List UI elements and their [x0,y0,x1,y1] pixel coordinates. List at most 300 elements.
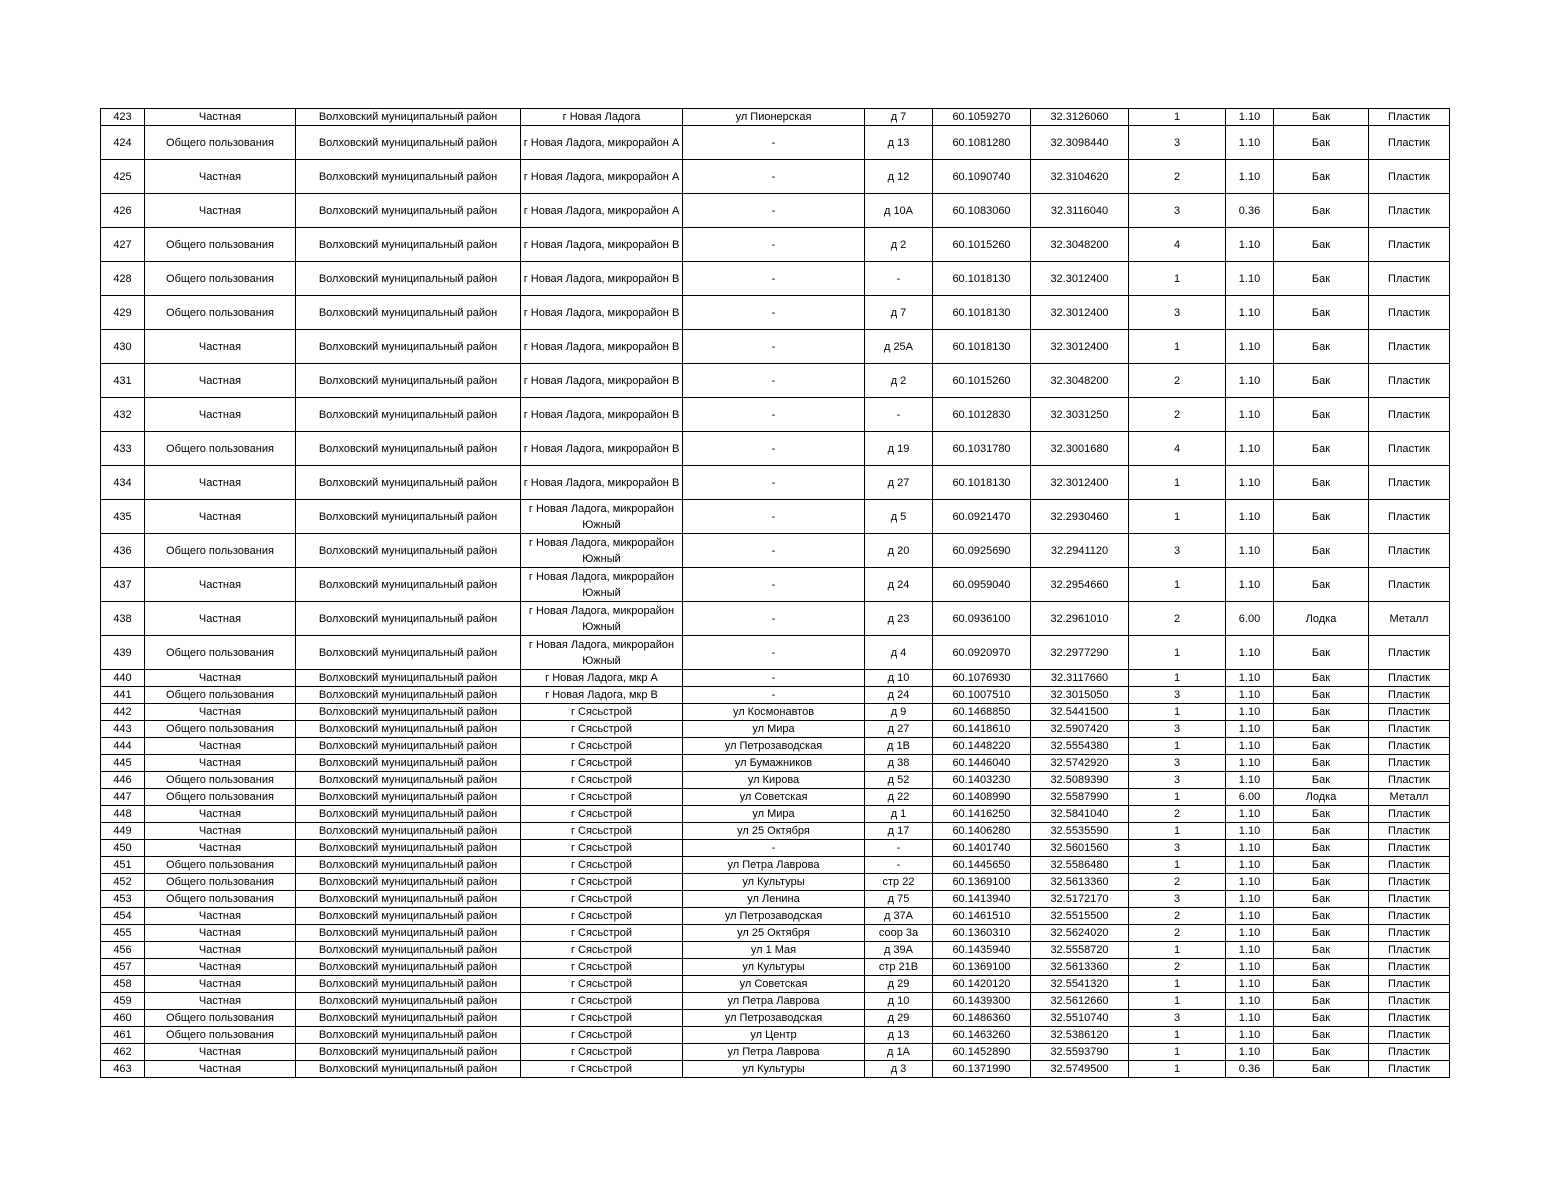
material-cell: Пластик [1369,1061,1450,1078]
container-type-cell: Бак [1274,534,1369,568]
street-cell: - [683,466,865,500]
container-count-cell: 1 [1129,568,1226,602]
row-number-cell: 456 [101,942,145,959]
container-type-cell: Бак [1274,296,1369,330]
settlement-cell: г Сясьстрой [521,755,683,772]
settlement-cell: г Новая Ладога, микрорайон В [521,398,683,432]
container-type-cell: Бак [1274,109,1369,126]
row-number-cell: 442 [101,704,145,721]
volume-cell: 1.10 [1226,738,1274,755]
table-row [101,806,1450,823]
street-cell: ул 25 Октября [683,925,865,942]
row-number-cell: 431 [101,364,145,398]
house-cell: д 23 [865,602,933,636]
longitude-cell: 32.3001680 [1031,432,1129,466]
district-cell: Волховский муниципальный район [296,789,521,806]
container-count-cell: 2 [1129,398,1226,432]
ownership-cell: Общего пользования [145,891,296,908]
longitude-cell: 32.2941120 [1031,534,1129,568]
district-cell: Волховский муниципальный район [296,704,521,721]
latitude-cell: 60.1463260 [933,1027,1031,1044]
container-type-cell: Бак [1274,840,1369,857]
settlement-cell: г Новая Ладога, мкр В [521,687,683,704]
table-row [101,228,1450,262]
container-count-cell: 3 [1129,840,1226,857]
table-row [101,823,1450,840]
district-cell: Волховский муниципальный район [296,432,521,466]
table-row [101,857,1450,874]
latitude-cell: 60.1083060 [933,194,1031,228]
volume-cell: 1.10 [1226,823,1274,840]
material-cell: Пластик [1369,194,1450,228]
settlement-cell: г Сясьстрой [521,891,683,908]
table-row [101,466,1450,500]
ownership-cell: Частная [145,942,296,959]
volume-cell: 1.10 [1226,1027,1274,1044]
house-cell: д 24 [865,568,933,602]
ownership-cell: Общего пользования [145,687,296,704]
street-cell: - [683,534,865,568]
ownership-cell: Общего пользования [145,296,296,330]
container-type-cell: Бак [1274,364,1369,398]
container-type-cell: Бак [1274,1027,1369,1044]
volume-cell: 1.10 [1226,466,1274,500]
district-cell: Волховский муниципальный район [296,568,521,602]
table-row [101,602,1450,636]
street-cell: ул Мира [683,806,865,823]
latitude-cell: 60.1468850 [933,704,1031,721]
district-cell: Волховский муниципальный район [296,755,521,772]
container-type-cell: Бак [1274,874,1369,891]
district-cell: Волховский муниципальный район [296,228,521,262]
latitude-cell: 60.1015260 [933,228,1031,262]
container-count-cell: 3 [1129,126,1226,160]
district-cell: Волховский муниципальный район [296,840,521,857]
table-row [101,1010,1450,1027]
container-count-cell: 2 [1129,602,1226,636]
volume-cell: 1.10 [1226,330,1274,364]
material-cell: Пластик [1369,874,1450,891]
material-cell: Пластик [1369,687,1450,704]
container-type-cell: Бак [1274,908,1369,925]
ownership-cell: Общего пользования [145,432,296,466]
latitude-cell: 60.1007510 [933,687,1031,704]
house-cell: д 7 [865,296,933,330]
street-cell: ул Культуры [683,959,865,976]
latitude-cell: 60.0925690 [933,534,1031,568]
settlement-cell: г Сясьстрой [521,738,683,755]
latitude-cell: 60.1446040 [933,755,1031,772]
latitude-cell: 60.1076930 [933,670,1031,687]
settlement-cell: г Новая Ладога, микрорайон В [521,330,683,364]
container-count-cell: 1 [1129,942,1226,959]
volume-cell: 1.10 [1226,840,1274,857]
ownership-cell: Частная [145,160,296,194]
latitude-cell: 60.1081280 [933,126,1031,160]
street-cell: ул Советская [683,976,865,993]
district-cell: Волховский муниципальный район [296,109,521,126]
container-count-cell: 1 [1129,976,1226,993]
row-number-cell: 462 [101,1044,145,1061]
table-row [101,126,1450,160]
container-type-cell: Бак [1274,806,1369,823]
material-cell: Пластик [1369,330,1450,364]
longitude-cell: 32.5535590 [1031,823,1129,840]
volume-cell: 1.10 [1226,432,1274,466]
longitude-cell: 32.5749500 [1031,1061,1129,1078]
street-cell: ул Советская [683,789,865,806]
district-cell: Волховский муниципальный район [296,534,521,568]
longitude-cell: 32.3012400 [1031,330,1129,364]
volume-cell: 1.10 [1226,364,1274,398]
material-cell: Металл [1369,602,1450,636]
longitude-cell: 32.5172170 [1031,891,1129,908]
longitude-cell: 32.3116040 [1031,194,1129,228]
container-type-cell: Бак [1274,891,1369,908]
settlement-cell: г Новая Ладога, мкр А [521,670,683,687]
street-cell: - [683,330,865,364]
registry-table [100,108,1450,1078]
material-cell: Пластик [1369,398,1450,432]
container-type-cell: Бак [1274,568,1369,602]
ownership-cell: Общего пользования [145,874,296,891]
row-number-cell: 444 [101,738,145,755]
settlement-cell: г Сясьстрой [521,806,683,823]
ownership-cell: Частная [145,959,296,976]
volume-cell: 1.10 [1226,687,1274,704]
material-cell: Пластик [1369,925,1450,942]
ownership-cell: Общего пользования [145,857,296,874]
latitude-cell: 60.0921470 [933,500,1031,534]
table-row [101,160,1450,194]
house-cell: д 29 [865,1010,933,1027]
table-row [101,432,1450,466]
container-type-cell: Бак [1274,466,1369,500]
volume-cell: 1.10 [1226,891,1274,908]
latitude-cell: 60.1403230 [933,772,1031,789]
street-cell: ул Центр [683,1027,865,1044]
district-cell: Волховский муниципальный район [296,891,521,908]
district-cell: Волховский муниципальный район [296,993,521,1010]
ownership-cell: Общего пользования [145,126,296,160]
longitude-cell: 32.2930460 [1031,500,1129,534]
material-cell: Пластик [1369,568,1450,602]
street-cell: - [683,500,865,534]
container-count-cell: 3 [1129,891,1226,908]
container-count-cell: 2 [1129,364,1226,398]
house-cell: д 3 [865,1061,933,1078]
house-cell: д 10 [865,670,933,687]
ownership-cell: Общего пользования [145,534,296,568]
latitude-cell: 60.1445650 [933,857,1031,874]
material-cell: Пластик [1369,364,1450,398]
district-cell: Волховский муниципальный район [296,500,521,534]
row-number-cell: 445 [101,755,145,772]
container-count-cell: 3 [1129,772,1226,789]
material-cell: Пластик [1369,534,1450,568]
container-count-cell: 1 [1129,857,1226,874]
ownership-cell: Частная [145,466,296,500]
container-type-cell: Бак [1274,755,1369,772]
container-count-cell: 1 [1129,1044,1226,1061]
district-cell: Волховский муниципальный район [296,806,521,823]
material-cell: Пластик [1369,228,1450,262]
container-count-cell: 3 [1129,194,1226,228]
house-cell: д 25А [865,330,933,364]
volume-cell: 1.10 [1226,160,1274,194]
volume-cell: 6.00 [1226,602,1274,636]
table-row [101,925,1450,942]
container-type-cell: Бак [1274,398,1369,432]
district-cell: Волховский муниципальный район [296,942,521,959]
container-count-cell: 1 [1129,789,1226,806]
longitude-cell: 32.3117660 [1031,670,1129,687]
latitude-cell: 60.1018130 [933,296,1031,330]
settlement-cell: г Новая Ладога, микрорайон В [521,262,683,296]
table-row [101,959,1450,976]
material-cell: Пластик [1369,721,1450,738]
ownership-cell: Частная [145,109,296,126]
house-cell: д 7 [865,109,933,126]
row-number-cell: 451 [101,857,145,874]
ownership-cell: Частная [145,670,296,687]
street-cell: - [683,602,865,636]
street-cell: - [683,840,865,857]
district-cell: Волховский муниципальный район [296,262,521,296]
material-cell: Пластик [1369,891,1450,908]
container-type-cell: Бак [1274,432,1369,466]
container-count-cell: 1 [1129,1061,1226,1078]
street-cell: - [683,432,865,466]
volume-cell: 1.10 [1226,942,1274,959]
ownership-cell: Частная [145,806,296,823]
street-cell: ул Петрозаводская [683,908,865,925]
container-count-cell: 4 [1129,432,1226,466]
row-number-cell: 441 [101,687,145,704]
container-count-cell: 4 [1129,228,1226,262]
table-row [101,568,1450,602]
house-cell: д 13 [865,126,933,160]
settlement-cell: г Новая Ладога, микрорайон В [521,228,683,262]
container-type-cell: Бак [1274,228,1369,262]
ownership-cell: Частная [145,704,296,721]
street-cell: ул Петра Лаврова [683,1044,865,1061]
row-number-cell: 454 [101,908,145,925]
longitude-cell: 32.5554380 [1031,738,1129,755]
material-cell: Пластик [1369,908,1450,925]
house-cell: д 1А [865,1044,933,1061]
volume-cell: 1.10 [1226,398,1274,432]
material-cell: Пластик [1369,806,1450,823]
container-count-cell: 2 [1129,908,1226,925]
table-row [101,296,1450,330]
ownership-cell: Частная [145,568,296,602]
settlement-cell: г Новая Ладога, микрорайон Южный [521,636,683,670]
table-row [101,993,1450,1010]
volume-cell: 1.10 [1226,262,1274,296]
table-row [101,704,1450,721]
container-type-cell: Бак [1274,330,1369,364]
house-cell: д 75 [865,891,933,908]
settlement-cell: г Новая Ладога, микрорайон Южный [521,500,683,534]
row-number-cell: 453 [101,891,145,908]
table-row [101,670,1450,687]
latitude-cell: 60.1413940 [933,891,1031,908]
house-cell: д 22 [865,789,933,806]
settlement-cell: г Сясьстрой [521,925,683,942]
settlement-cell: г Новая Ладога, микрорайон Южный [521,534,683,568]
table-row [101,840,1450,857]
longitude-cell: 32.3048200 [1031,228,1129,262]
longitude-cell: 32.3098440 [1031,126,1129,160]
row-number-cell: 457 [101,959,145,976]
volume-cell: 0.36 [1226,194,1274,228]
house-cell: стр 21В [865,959,933,976]
ownership-cell: Общего пользования [145,228,296,262]
ownership-cell: Частная [145,1044,296,1061]
longitude-cell: 32.2977290 [1031,636,1129,670]
settlement-cell: г Сясьстрой [521,1044,683,1061]
volume-cell: 1.10 [1226,126,1274,160]
container-type-cell: Лодка [1274,789,1369,806]
ownership-cell: Частная [145,1061,296,1078]
house-cell: д 4 [865,636,933,670]
volume-cell: 1.10 [1226,908,1274,925]
volume-cell: 1.10 [1226,772,1274,789]
volume-cell: 6.00 [1226,789,1274,806]
settlement-cell: г Новая Ладога [521,109,683,126]
volume-cell: 1.10 [1226,721,1274,738]
settlement-cell: г Новая Ладога, микрорайон Южный [521,568,683,602]
material-cell: Пластик [1369,636,1450,670]
street-cell: - [683,568,865,602]
settlement-cell: г Новая Ладога, микрорайон В [521,466,683,500]
ownership-cell: Частная [145,925,296,942]
volume-cell: 1.10 [1226,296,1274,330]
volume-cell: 1.10 [1226,568,1274,602]
material-cell: Пластик [1369,993,1450,1010]
district-cell: Волховский муниципальный район [296,602,521,636]
ownership-cell: Общего пользования [145,789,296,806]
container-count-cell: 3 [1129,755,1226,772]
ownership-cell: Частная [145,755,296,772]
ownership-cell: Частная [145,500,296,534]
ownership-cell: Общего пользования [145,772,296,789]
container-count-cell: 2 [1129,925,1226,942]
district-cell: Волховский муниципальный район [296,908,521,925]
longitude-cell: 32.5510740 [1031,1010,1129,1027]
container-count-cell: 1 [1129,1027,1226,1044]
street-cell: ул Пионерская [683,109,865,126]
street-cell: ул Петрозаводская [683,1010,865,1027]
settlement-cell: г Сясьстрой [521,959,683,976]
street-cell: ул Культуры [683,1061,865,1078]
latitude-cell: 60.1435940 [933,942,1031,959]
material-cell: Пластик [1369,942,1450,959]
longitude-cell: 32.5613360 [1031,874,1129,891]
row-number-cell: 427 [101,228,145,262]
volume-cell: 1.10 [1226,534,1274,568]
settlement-cell: г Новая Ладога, микрорайон А [521,160,683,194]
district-cell: Волховский муниципальный район [296,160,521,194]
district-cell: Волховский муниципальный район [296,466,521,500]
container-count-cell: 1 [1129,993,1226,1010]
volume-cell: 1.10 [1226,993,1274,1010]
volume-cell: 1.10 [1226,925,1274,942]
table-row [101,1061,1450,1078]
ownership-cell: Частная [145,398,296,432]
ownership-cell: Частная [145,602,296,636]
row-number-cell: 426 [101,194,145,228]
table-row [101,500,1450,534]
settlement-cell: г Сясьстрой [521,789,683,806]
material-cell: Пластик [1369,670,1450,687]
table-row [101,364,1450,398]
longitude-cell: 32.5441500 [1031,704,1129,721]
latitude-cell: 60.1452890 [933,1044,1031,1061]
latitude-cell: 60.1371990 [933,1061,1031,1078]
latitude-cell: 60.1408990 [933,789,1031,806]
container-count-cell: 3 [1129,1010,1226,1027]
house-cell: д 39А [865,942,933,959]
table-row [101,636,1450,670]
house-cell: д 10 [865,993,933,1010]
table-row [101,534,1450,568]
street-cell: - [683,194,865,228]
latitude-cell: 60.1486360 [933,1010,1031,1027]
house-cell: д 1 [865,806,933,823]
container-type-cell: Бак [1274,738,1369,755]
container-count-cell: 3 [1129,687,1226,704]
longitude-cell: 32.3126060 [1031,109,1129,126]
ownership-cell: Частная [145,976,296,993]
street-cell: ул Культуры [683,874,865,891]
container-count-cell: 3 [1129,721,1226,738]
container-type-cell: Бак [1274,721,1369,738]
house-cell: д 9 [865,704,933,721]
container-type-cell: Бак [1274,636,1369,670]
district-cell: Волховский муниципальный район [296,721,521,738]
longitude-cell: 32.5593790 [1031,1044,1129,1061]
house-cell: д 17 [865,823,933,840]
material-cell: Пластик [1369,772,1450,789]
material-cell: Пластик [1369,755,1450,772]
house-cell: д 2 [865,228,933,262]
container-count-cell: 3 [1129,534,1226,568]
container-type-cell: Бак [1274,976,1369,993]
house-cell: соор 3а [865,925,933,942]
district-cell: Волховский муниципальный район [296,636,521,670]
street-cell: - [683,160,865,194]
latitude-cell: 60.1401740 [933,840,1031,857]
district-cell: Волховский муниципальный район [296,364,521,398]
district-cell: Волховский муниципальный район [296,823,521,840]
row-number-cell: 430 [101,330,145,364]
longitude-cell: 32.5515500 [1031,908,1129,925]
material-cell: Пластик [1369,160,1450,194]
latitude-cell: 60.1418610 [933,721,1031,738]
table-row [101,891,1450,908]
row-number-cell: 446 [101,772,145,789]
container-count-cell: 2 [1129,806,1226,823]
table-row [101,789,1450,806]
row-number-cell: 440 [101,670,145,687]
longitude-cell: 32.3031250 [1031,398,1129,432]
settlement-cell: г Новая Ладога, микрорайон В [521,296,683,330]
settlement-cell: г Новая Ладога, микрорайон А [521,194,683,228]
district-cell: Волховский муниципальный район [296,925,521,942]
volume-cell: 1.10 [1226,959,1274,976]
